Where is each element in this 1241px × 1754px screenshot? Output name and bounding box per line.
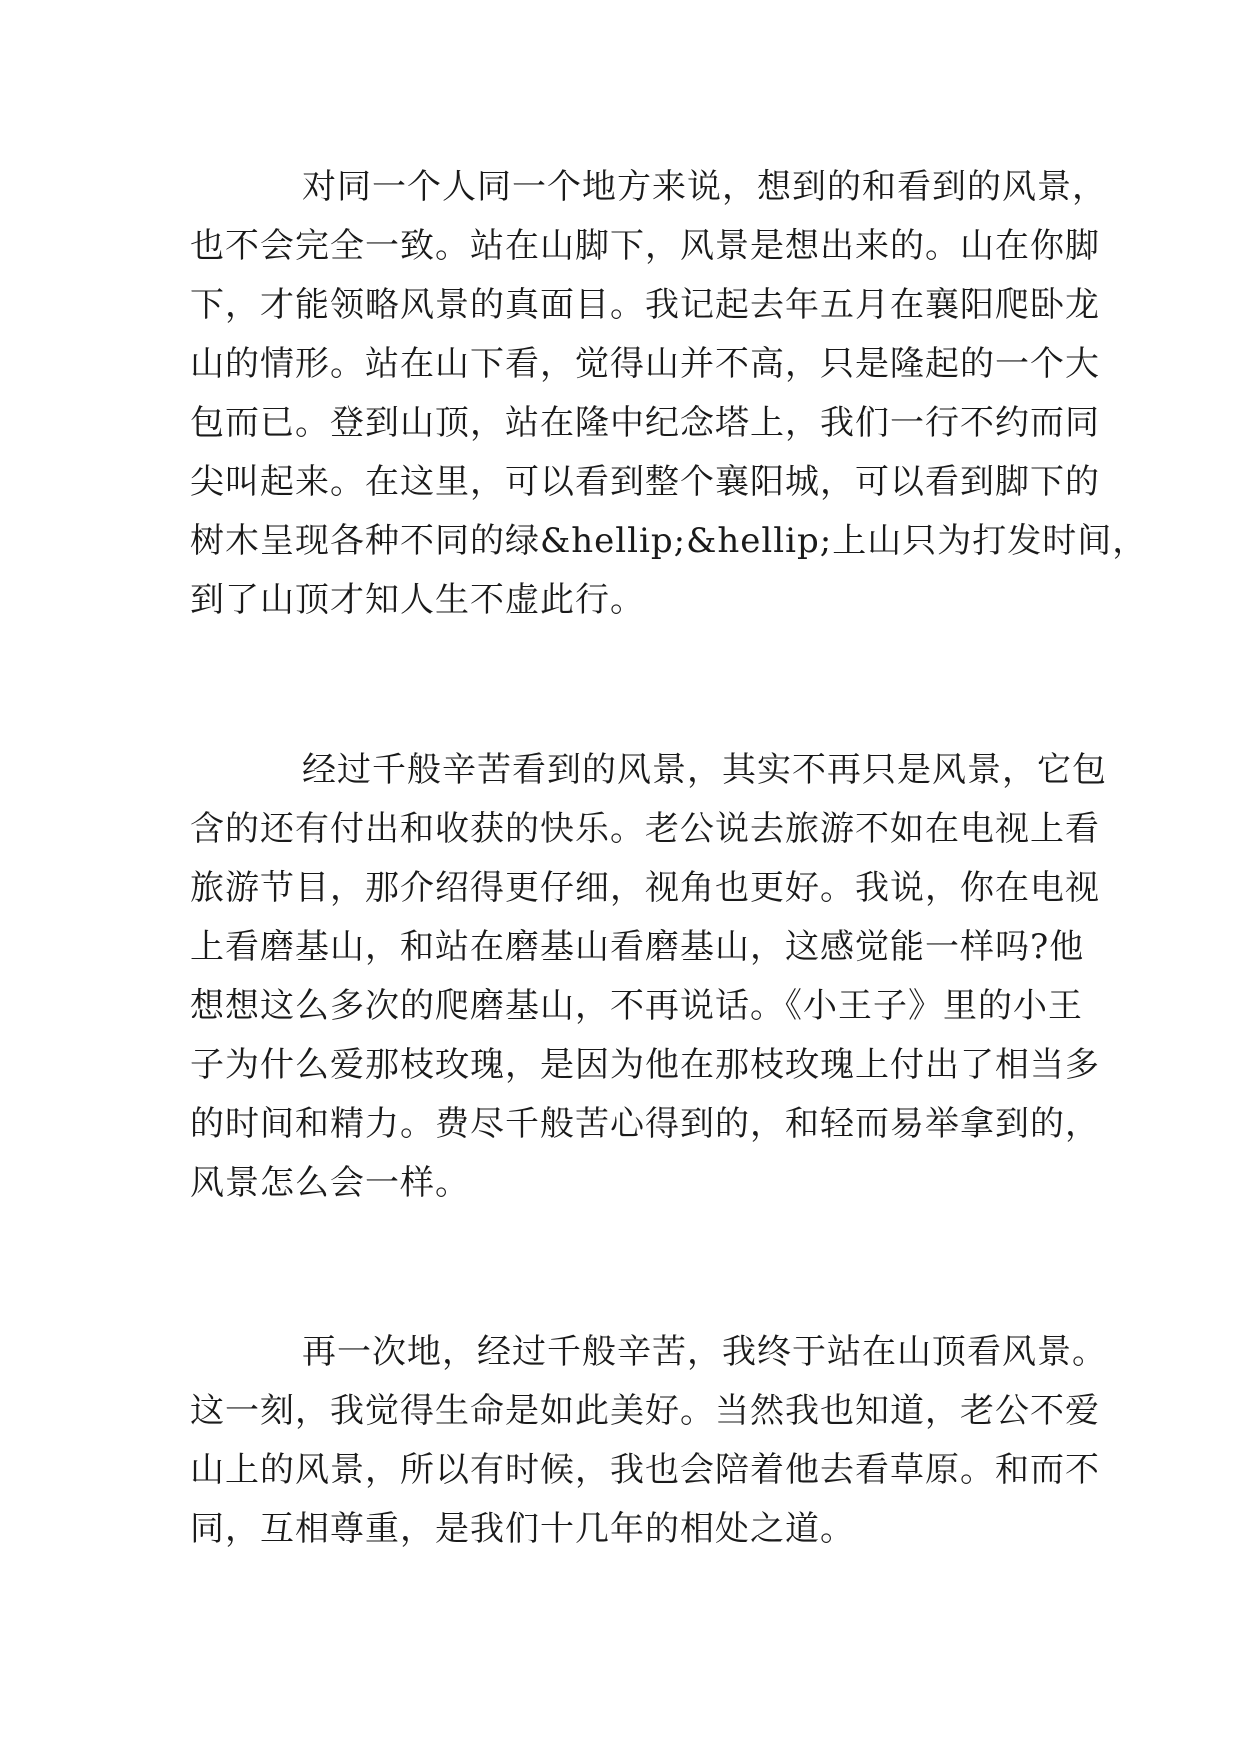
paragraph-line: 经过千般辛苦看到的风景，其实不再只是风景，它包	[302, 750, 1107, 790]
paragraph-line: 这一刻，我觉得生命是如此美好。当然我也知道，老公不爱	[190, 1391, 1100, 1431]
paragraph-line: 下，才能领略风景的真面目。我记起去年五月在襄阳爬卧龙	[190, 285, 1100, 325]
paragraph-line: 包而已。登到山顶，站在隆中纪念塔上，我们一行不约而同	[190, 403, 1100, 443]
paragraph-line: 的时间和精力。费尽千般苦心得到的，和轻而易举拿到的，	[190, 1104, 1100, 1144]
paragraph-line: 尖叫起来。在这里，可以看到整个襄阳城，可以看到脚下的	[190, 462, 1100, 502]
paragraph-line: 也不会完全一致。站在山脚下，风景是想出来的。山在你脚	[190, 226, 1100, 266]
paragraph-2	[190, 741, 1107, 1213]
paragraph-1	[190, 158, 1148, 630]
paragraph-line: 上看磨基山，和站在磨基山看磨基山，这感觉能一样吗?他	[190, 927, 1085, 967]
paragraph-line: 同，互相尊重，是我们十几年的相处之道。	[190, 1509, 855, 1549]
paragraph-line: 再一次地，经过千般辛苦，我终于站在山顶看风景。	[302, 1332, 1107, 1372]
paragraph-line: 想想这么多次的爬磨基山，不再说话。《小王子》里的小王	[190, 986, 1083, 1026]
paragraph-3	[190, 1323, 1107, 1559]
paragraph-line: 山的情形。站在山下看，觉得山并不高，只是隆起的一个大	[190, 344, 1100, 384]
paragraph-line: 风景怎么会一样。	[190, 1163, 470, 1203]
paragraph-line: 对同一个人同一个地方来说，想到的和看到的风景，	[302, 167, 1107, 207]
paragraph-line: 山上的风景，所以有时候，我也会陪着他去看草原。和而不	[190, 1450, 1100, 1490]
paragraph-line: 含的还有付出和收获的快乐。老公说去旅游不如在电视上看	[190, 809, 1100, 849]
paragraph-line: 子为什么爱那枝玫瑰，是因为他在那枝玫瑰上付出了相当多	[190, 1045, 1100, 1085]
paragraph-line: 到了山顶才知人生不虚此行。	[190, 580, 645, 620]
paragraph-line: 旅游节目，那介绍得更仔细，视角也更好。我说，你在电视	[190, 868, 1100, 908]
paragraph-line: 树木呈现各种不同的绿&hellip;&hellip;上山只为打发时间，	[190, 521, 1148, 561]
